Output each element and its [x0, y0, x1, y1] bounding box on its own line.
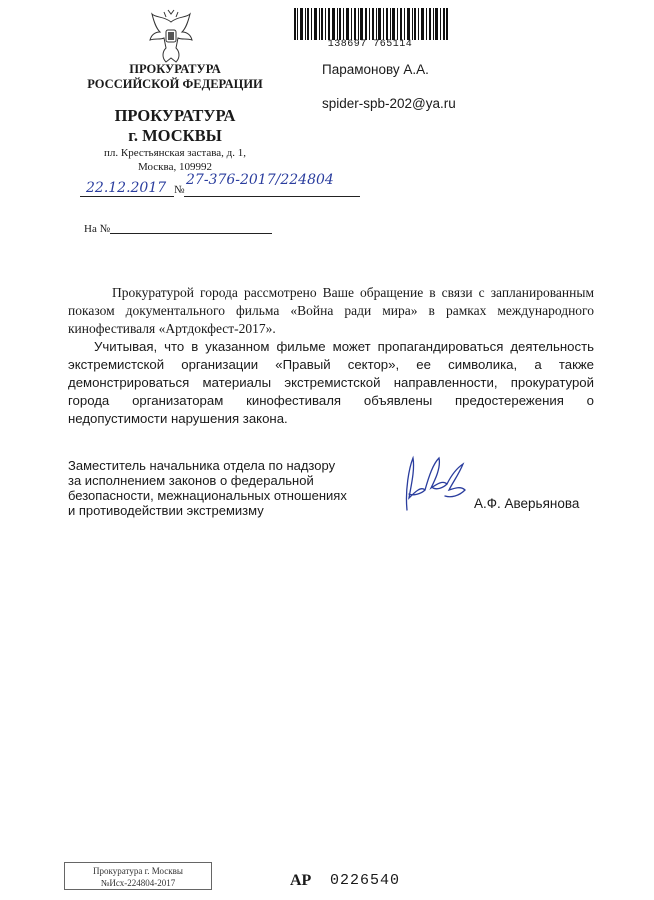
recipient-email: spider-spb-202@ya.ru: [322, 96, 456, 111]
form-number: 0226540: [330, 872, 401, 889]
reply-to-label: На №: [84, 223, 111, 235]
dept-line1: ПРОКУРАТУРА: [114, 106, 236, 125]
barcode-number: 138697 765114: [327, 39, 413, 50]
handwritten-signature: [395, 450, 469, 516]
reply-to-line: [110, 233, 272, 234]
org-line1: ПРОКУРАТУРА: [129, 62, 221, 76]
handwritten-outgoing-number: 27-376-2017/224804: [186, 172, 334, 188]
address-line2: Москва, 109992: [138, 161, 212, 173]
date-underline: [80, 196, 174, 197]
stamp-line1: Прокуратура г. Москвы: [93, 866, 183, 876]
number-sign: №: [174, 184, 185, 196]
signatory-title-line4: и противодействии экстремизму: [68, 503, 264, 518]
signatory-title-line3: безопасности, межнациональных отношениях: [68, 488, 347, 503]
number-underline: [184, 196, 360, 197]
recipient-name: Парамонову А.А.: [322, 62, 429, 77]
signatory-name: А.Ф. Аверьянова: [474, 496, 580, 511]
department-title: [80, 106, 270, 146]
registry-stamp: [64, 862, 212, 890]
dept-line2: г. МОСКВЫ: [128, 126, 222, 145]
handwritten-date: 22.12.2017: [86, 180, 167, 196]
org-line2: РОССИЙСКОЙ ФЕДЕРАЦИИ: [87, 77, 263, 91]
form-series: АР: [290, 872, 312, 889]
signatory-title-line2: за исполнением законов о федеральной: [68, 473, 314, 488]
body-paragraph-2: Учитывая, что в указанном фильме может пропагандироваться деятельность экстремистской организации «Правый сектор», ее символика, а также демонстрироваться материалы экстремистской направленности, прокуратурой города организаторам кинофестиваля объявлены предостережения о недопустимости нарушения закона.: [68, 339, 594, 426]
address-block: [70, 146, 280, 174]
address-line1: пл. Крестьянская застава, д. 1,: [104, 147, 246, 159]
organization-title: [80, 62, 270, 92]
signatory-title-line1: Заместитель начальника отдела по надзору: [68, 458, 336, 473]
signatory-title: [68, 458, 388, 518]
coat-of-arms-emblem: [148, 8, 194, 64]
body-paragraph-1: Прокуратурой города рассмотрено Ваше обращение в связи с запланированным показом документального фильма «Война ради мира» в рамках международного кинофестиваля «Артдокфест-2017».: [68, 285, 594, 336]
stamp-line2: №Исх-224804-2017: [100, 878, 176, 888]
barcode: [294, 8, 448, 40]
